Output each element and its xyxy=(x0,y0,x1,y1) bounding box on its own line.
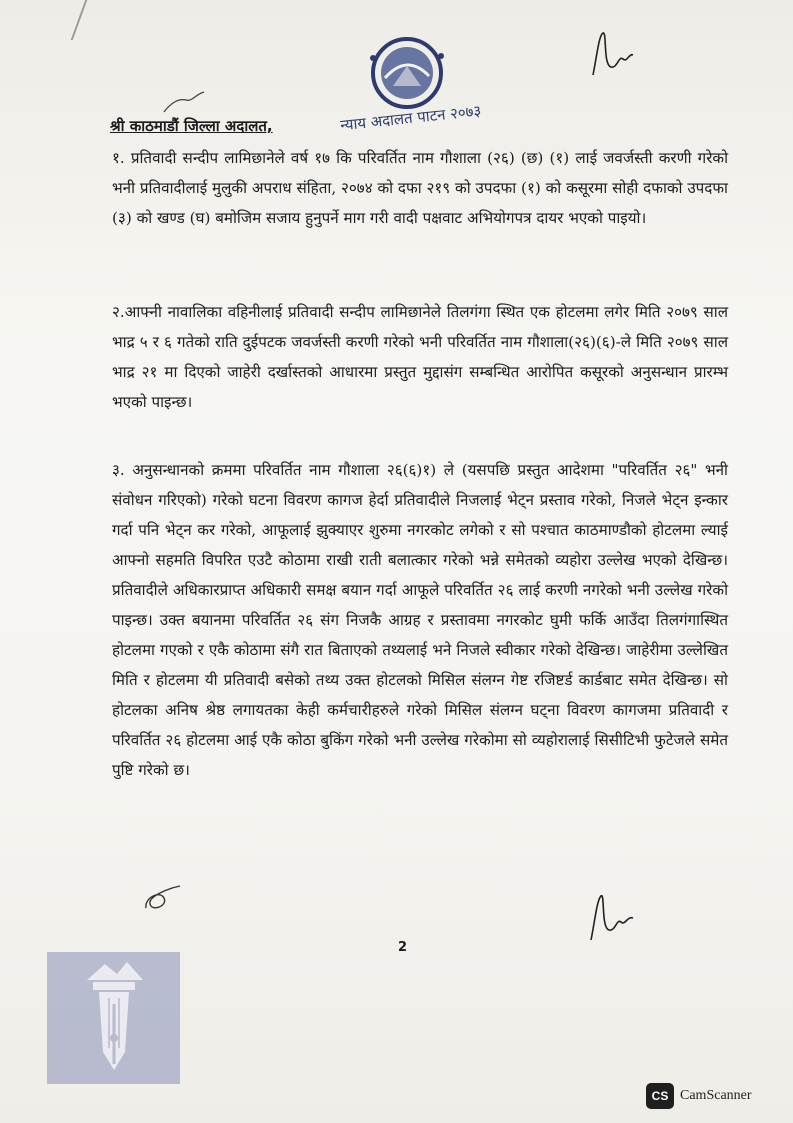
pen-nib-emblem-icon xyxy=(47,952,180,1084)
paragraph-1: १. प्रतिवादी सन्दीप लामिछानेले वर्ष १७ कि परिवर्तित नाम गौशाला (२६) (छ) (१) लाई जवर्जस्ती करणी गरेको भनी प्रतिवादीलाई मुलुकी अपराध संहिता, २०७४ को दफा २१९ को उपदफा (१) को कसूरमा सोही दफाको उपदफा (३) को खण्ड (घ) बमोजिम सजाय हुनुपर्ने माग गरी वादी पक्षवाट अभियोगपत्र दायर भएको पाइयो। xyxy=(112,149,728,227)
camscanner-label: CamScanner xyxy=(680,1088,752,1103)
camscanner-badge xyxy=(646,1083,752,1109)
signature-bottom-icon xyxy=(583,888,643,948)
signature-top-icon xyxy=(585,25,645,85)
camscanner-logo-icon: CS xyxy=(646,1083,674,1109)
scribble-mark-icon xyxy=(140,878,190,918)
paragraph-2: २.आफ्नी नावालिका वहिनीलाई प्रतिवादी सन्दीप लामिछानेले तिलगंगा स्थित एक होटलमा लगेर मिति २०७९ साल भाद्र ५ र ६ गतेको राति दुईपटक जवर्जस्ती करणी गरेको भनी परिवर्तित नाम गौशाला(२६)(६)-ले मिति २०७९ साल भाद्र २१ मा दिएको जाहेरी दर्खास्तको आधारमा प्रस्तुत मुद्दासंग सम्बन्धित आरोपित कसूरको अनुसन्धान प्रारम्भ भएको पाइन्छ। xyxy=(112,303,728,411)
paragraph-3: ३. अनुसन्धानको क्रममा परिवर्तित नाम गौशाला २६(६)१) ले (यसपछि प्रस्तुत आदेशमा "परिवर्तित २६" भनी संवोधन गरिएको) गरेको घटना विवरण कागज हेर्दा प्रतिवादीले निजलाई भेट्न प्रस्ताव गरेको, निजले भेट्न इन्कार गर्दा पनि भेट्न कर गरेको, आफूलाई झुक्याएर शुरुमा नगरकोट लगेको र सो पश्चात काठमाण्डौको होटलमा ल्याई आफ्नो सहमति विपरित एउटै कोठामा राखी राती बलात्कार गरेको भन्ने समेतको व्यहोरा उल्लेख भएको देखिन्छ। प्रतिवादीले अधिकारप्राप्त अधिकारी समक्ष बयान गर्दा आफूले परिवर्तित २६ लाई करणी नगरेको भनी उल्लेख गरेको पाइन्छ। उक्त बयानमा परिवर्तित २६ संग निजकै आग्रह र प्रस्तावमा नगरकोट घुमी फर्कि आउँदा तिलगंगास्थित होटलमा गएको र एकै कोठामा संगै रात बिताएको तथ्यलाई भने निजले स्वीकार गरेको देखिन्छ। जाहेरीमा उल्लेखित मिति र होटलमा यी प्रतिवादी बसेको तथ्य उक्त होटलको मिसिल संलग्न गेष्ट रजिष्टर्ड कार्डबाट समेत देखिन्छ। सो होटलका अनिष श्रेष्ठ लगायतका केही कर्मचारीहरुले गरेको मिसिल संलग्न घट्ना विवरण कागजमा प्रतिवादी र परिवर्तित २६ होटलमा आई एकै कोठा बुकिंग गरेको भनी उल्लेख गरेकोमा सो व्यहोरालाई सिसीटिभी फुटेजले समेत पुष्टि गरेको छ। xyxy=(112,461,728,779)
page-number: 2 xyxy=(398,940,408,955)
court-heading: श्री काठमाडौं जिल्ला अदालत, xyxy=(110,117,273,135)
initials-mark-icon xyxy=(160,88,220,118)
watermark-emblem xyxy=(47,952,180,1084)
seal-text: न्याय अदालत पाटन २०७३ xyxy=(339,101,483,135)
